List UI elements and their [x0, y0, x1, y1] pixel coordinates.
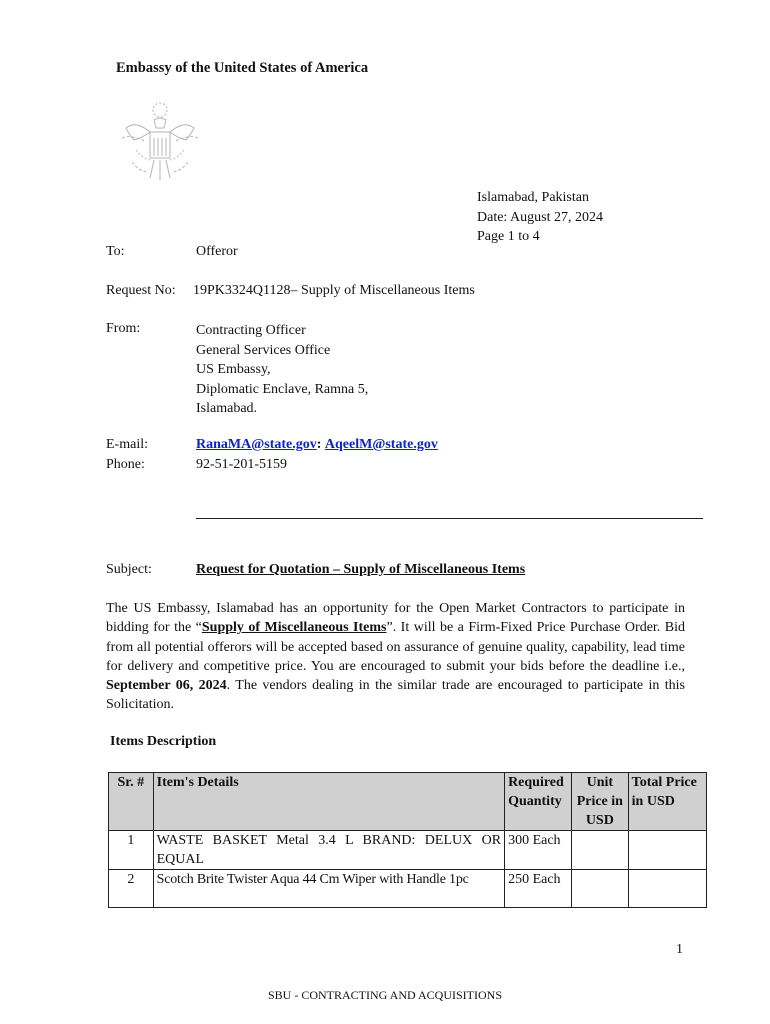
- email-separator: :: [316, 437, 322, 452]
- footer-label: SBU - CONTRACTING AND ACQUISITIONS: [267, 988, 502, 1002]
- location: Islamabad, Pakistan: [477, 190, 589, 205]
- cell-details: WASTE BASKET Metal 3.4 L BRAND: DELUX OR EQUAL: [153, 831, 504, 870]
- cell-unit-price[interactable]: [571, 831, 628, 870]
- divider-line: [196, 518, 703, 519]
- from-line: Contracting Officer: [196, 323, 306, 338]
- body-text: The US Embassy, Islamabad has an opportunity for the Open Market Contractors to participate in bidding for the “: [106, 601, 685, 636]
- from-line: General Services Office: [196, 342, 331, 358]
- subject-label: Subject:: [106, 562, 152, 577]
- column-header-details: Item's Details: [153, 773, 504, 831]
- location-block: [477, 188, 603, 247]
- table-row: [109, 831, 707, 870]
- items-heading: Items Description: [110, 734, 217, 749]
- email-link-aqeel[interactable]: AqeelM@state.gov: [324, 437, 438, 452]
- cell-quantity: 300 Each: [505, 831, 572, 870]
- page-number: 1: [676, 942, 683, 957]
- body-text: . The vendors dealing in the similar trade are encouraged to participate in this Solicitation.: [106, 678, 685, 713]
- cell-unit-price[interactable]: [571, 870, 628, 908]
- body-text: ”. It will be a Firm-Fixed Price Purchase Order. Bid from all potential offerors will be accepted based on assurance of genuine quality, capability, lead time for delivery and competitive price. You are encouraged to submit your bids before the deadline i.e.,: [106, 620, 686, 674]
- phone-label: Phone:: [106, 457, 145, 472]
- column-header-total-price: Total Price in USD: [628, 773, 706, 831]
- body-emphasis-deadline: September 06, 2024: [106, 678, 227, 694]
- from-line: Diplomatic Enclave, Ramna 5,: [196, 381, 369, 397]
- date: Date: August 27, 2024: [477, 209, 603, 225]
- from-label: From:: [106, 321, 141, 336]
- items-table: [108, 772, 707, 908]
- from-address: [196, 321, 368, 419]
- table-header-row: [109, 773, 707, 831]
- cell-total-price[interactable]: [628, 870, 706, 908]
- email-label: E-mail:: [106, 437, 148, 452]
- email-values: [196, 437, 438, 453]
- phone-value: 92-51-201-5159: [196, 457, 287, 472]
- to-value: Offeror: [196, 244, 238, 259]
- page-range: Page 1 to 4: [477, 229, 540, 244]
- body-paragraph: [106, 599, 685, 715]
- from-line: Islamabad.: [196, 401, 258, 416]
- cell-details: Scotch Brite Twister Aqua 44 Cm Wiper with Handle 1pc: [153, 870, 504, 908]
- cell-sr: 1: [109, 831, 154, 870]
- from-line: US Embassy,: [196, 362, 271, 377]
- column-header-sr: Sr. #: [109, 773, 154, 831]
- cell-quantity: 250 Each: [505, 870, 572, 908]
- column-header-unit-price: Unit Price in USD: [571, 773, 628, 831]
- table-row: [109, 870, 707, 908]
- body-emphasis-title: Supply of Miscellaneous Items: [201, 620, 387, 636]
- cell-sr: 2: [109, 870, 154, 908]
- subject-text: Request for Quotation – Supply of Miscellaneous Items: [196, 562, 526, 577]
- embassy-title: Embassy of the United States of America: [116, 60, 369, 76]
- cell-total-price[interactable]: [628, 831, 706, 870]
- request-value: 19PK3324Q1128– Supply of Miscellaneous Items: [193, 283, 475, 298]
- request-label: Request No:: [106, 283, 176, 298]
- great-seal-logo: [116, 98, 208, 184]
- column-header-quantity: Required Quantity: [505, 773, 572, 831]
- email-link-rana[interactable]: RanaMA@state.gov: [196, 437, 317, 452]
- to-label: To:: [106, 244, 125, 259]
